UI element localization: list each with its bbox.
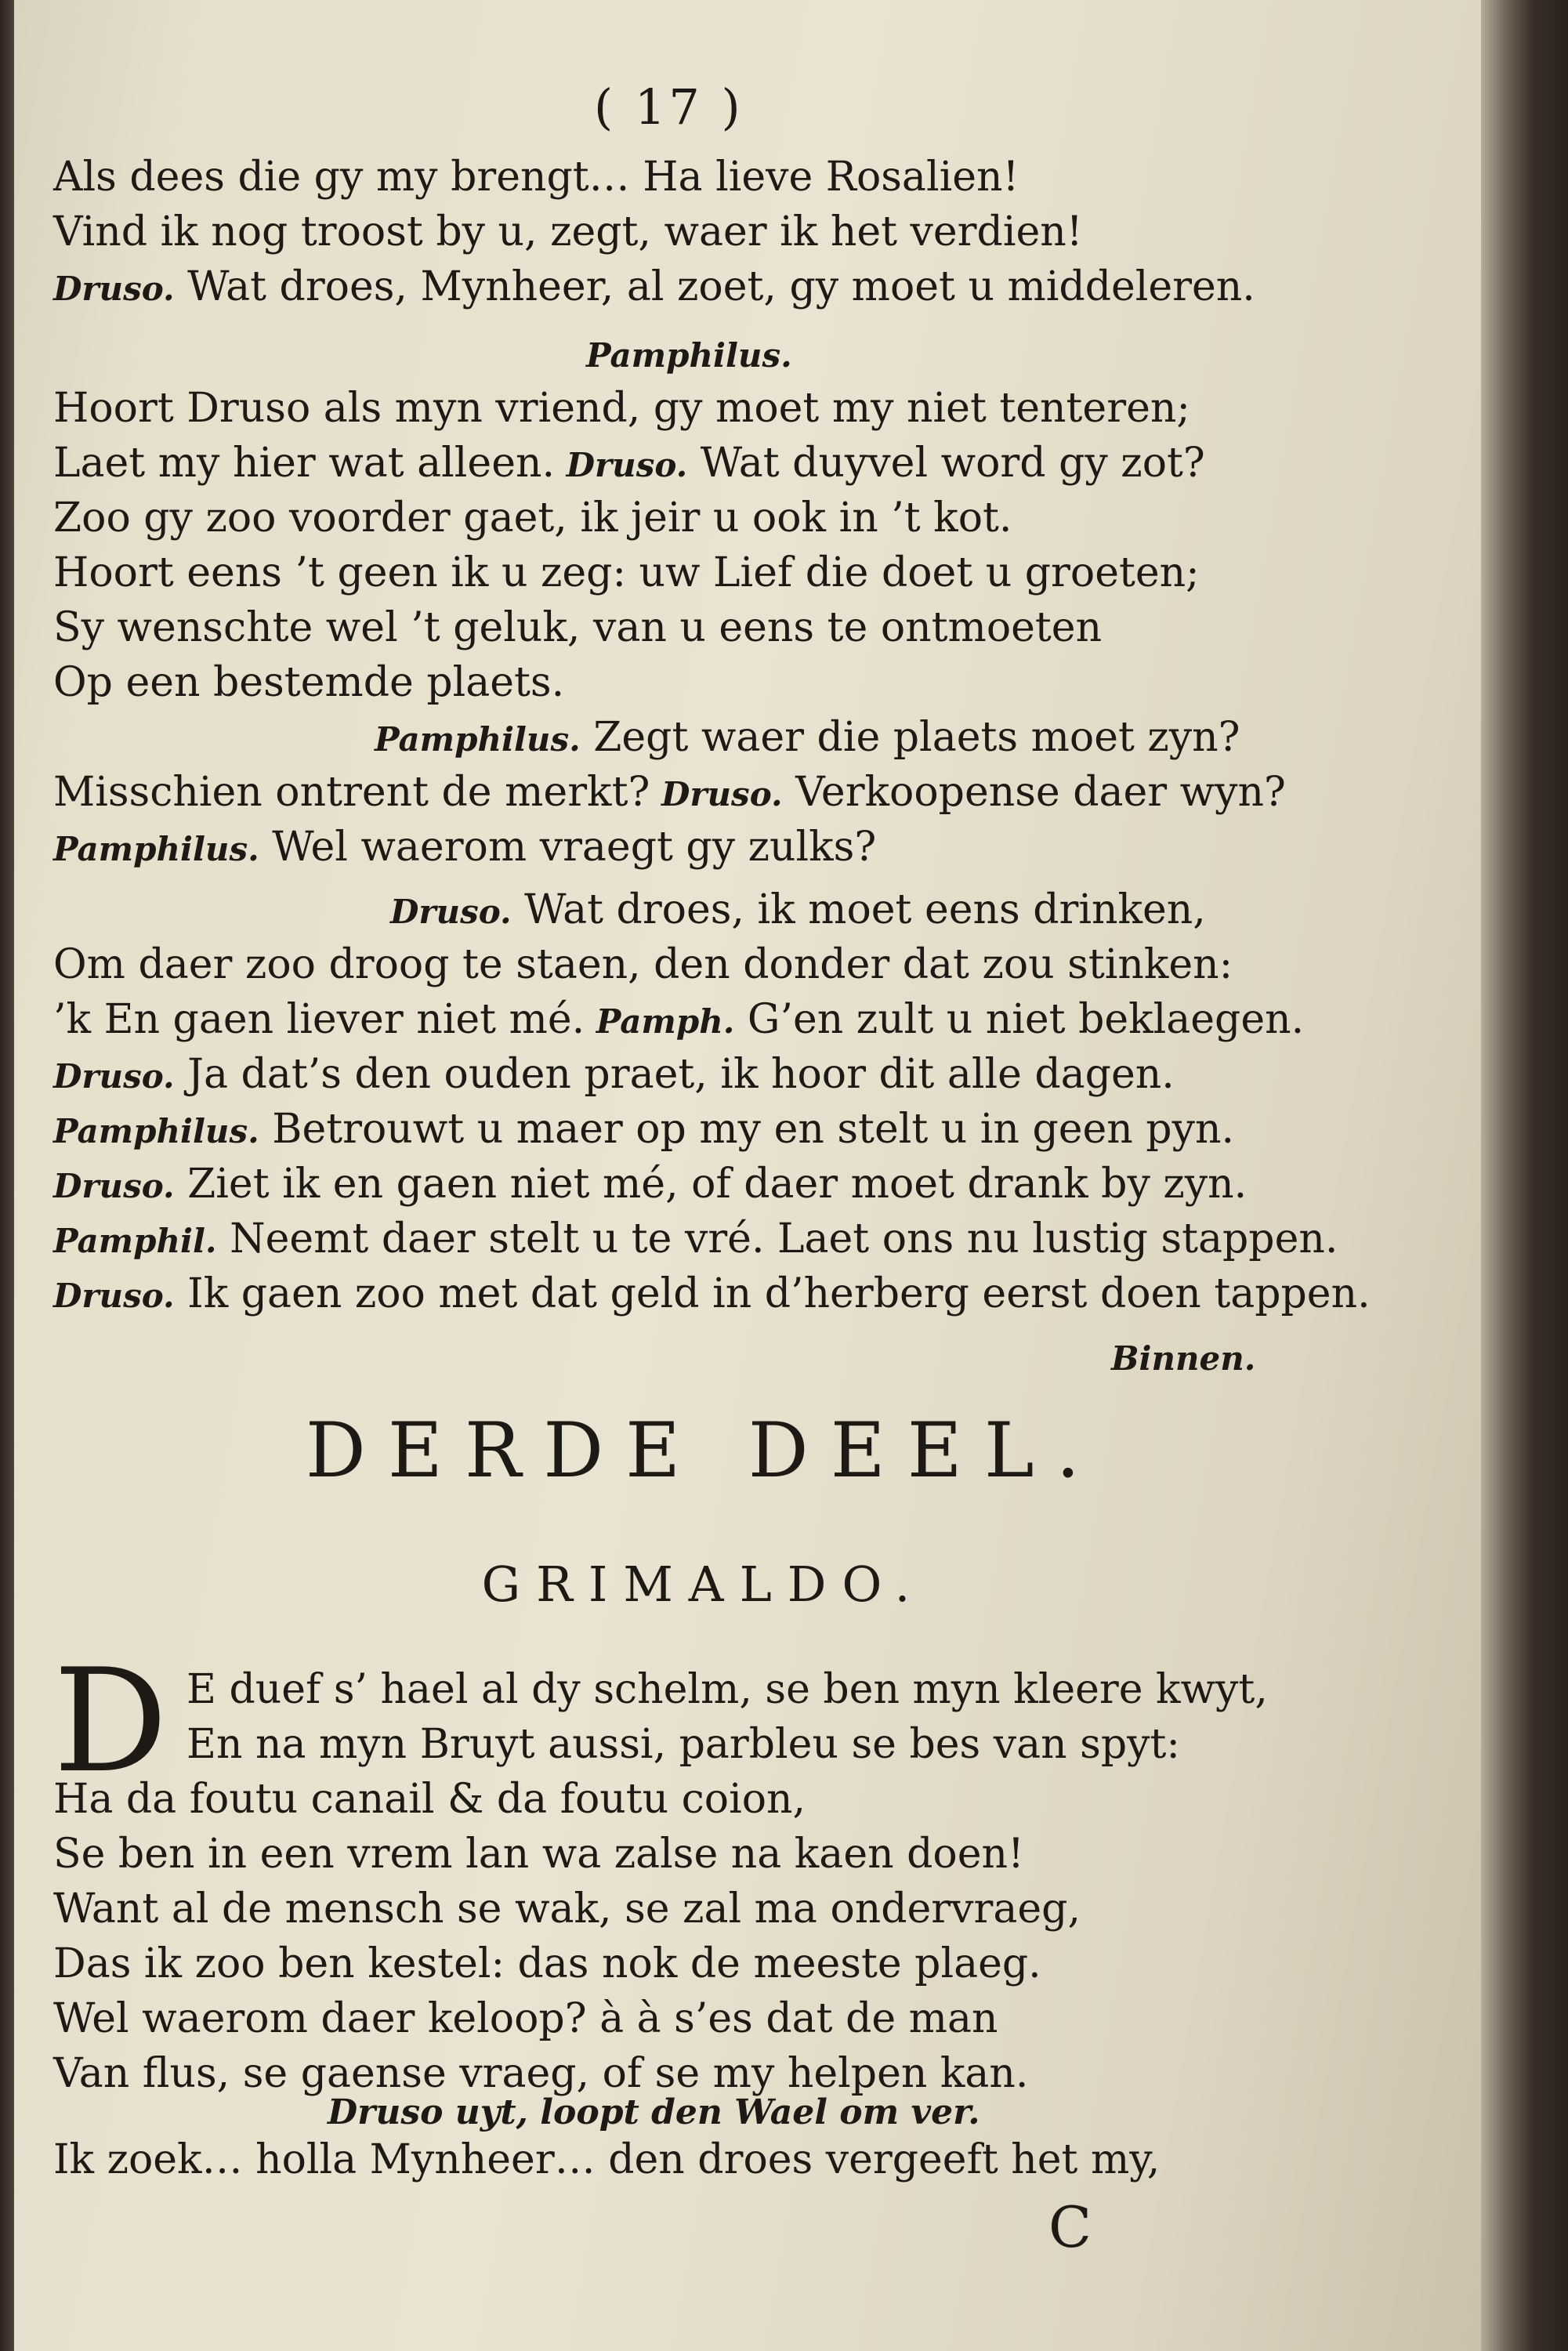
drop-cap: D (53, 1638, 168, 1804)
verse-line-19: Pamphil. Neemt daer stelt u te vré. Laet ons nu lustig stappen. (53, 1215, 1338, 1262)
section-speaker: GRIMALDO. (481, 1556, 926, 1613)
verse-line: Das ik zoo ben kestel: das nok de meeste plaeg. (53, 1940, 1041, 1987)
verse-line-20: Druso. Ik gaen zoo met dat geld in d’herberg eerst doen tappen. (53, 1270, 1371, 1317)
verse-line-2: Vind ik nog troost by u, zegt, waer ik het verdien! (53, 208, 1083, 255)
verse-line: Van flus, se gaense vraeg, of se my helpen kan. (53, 2050, 1029, 2097)
verse-line-13: Druso. Wat droes, ik moet eens drinken, (390, 886, 1206, 933)
section-title: DERDE DEEL. (305, 1407, 1103, 1494)
verse-line-10: Pamphilus. Zegt waer die plaets moet zyn? (375, 714, 1240, 761)
exit-direction: Binnen. (1111, 1339, 1256, 1378)
verse-line-4: Hoort Druso als myn vriend, gy moet my niet tenteren; (53, 385, 1190, 432)
verse-line-18: Druso. Ziet ik en gaen niet mé, of daer moet drank by zyn. (53, 1161, 1248, 1208)
verse-line: Se ben in een vrem lan wa zalse na kaen doen! (53, 1831, 1024, 1878)
signature-mark: C (1048, 2194, 1092, 2260)
verse-first-line: E duef s’ hael al dy schelm, se ben myn kleere kwyt, (186, 1666, 1268, 1713)
speaker-heading: Pamphilus. (586, 336, 792, 375)
verse-line: Want al de mensch se wak, se zal ma ondervraeg, (53, 1886, 1081, 1933)
verse-line: Ha da foutu canail & da foutu coion, (53, 1776, 806, 1823)
verse-line: Wel waerom daer keloop? à à s’es dat de man (53, 1995, 998, 2042)
verse-line-11: Misschien ontrent de merkt? Druso. Verkoopense daer wyn? (53, 769, 1286, 816)
book-page (14, 0, 1507, 2351)
verse-line-16: Druso. Ja dat’s den ouden praet, ik hoor dit alle dagen. (53, 1051, 1175, 1098)
stage-direction: Druso uyt, loopt den Wael om ver. (328, 2092, 980, 2132)
verse-line-12: Pamphilus. Wel waerom vraegt gy zulks? (53, 824, 877, 871)
verse-line-6: Zoo gy zoo voorder gaet, ik jeir u ook in ’t kot. (53, 494, 1012, 542)
page-number: ( 17 ) (594, 78, 744, 136)
verse-line-14: Om daer zoo droog te staen, den donder dat zou stinken: (53, 941, 1233, 988)
final-line: Ik zoek… holla Mynheer… den droes vergeeft het my, (53, 2136, 1161, 2183)
verse-line-8: Sy wenschte wel ’t geluk, van u eens te ontmoeten (53, 604, 1103, 651)
verse-line-5: Laet my hier wat alleen. Druso. Wat duyvel word gy zot? (53, 440, 1205, 487)
verse-line-3: Druso. Wat droes, Mynheer, al zoet, gy moet u middeleren. (53, 263, 1255, 310)
verse-line-7: Hoort eens ’t geen ik u zeg: uw Lief die doet u groeten; (53, 549, 1200, 596)
page-edge-shadow (1481, 0, 1568, 2351)
verse-line-1: Als dees die gy my brengt… Ha lieve Rosalien! (53, 154, 1019, 201)
verse-line: En na myn Bruyt aussi, parbleu se bes van spyt: (186, 1721, 1180, 1768)
verse-line-15: ’k En gaen liever niet mé. Pamph. G’en zult u niet beklaegen. (53, 996, 1305, 1043)
verse-line-9: Op een bestemde plaets. (53, 659, 565, 706)
verse-line-17: Pamphilus. Betrouwt u maer op my en stelt u in geen pyn. (53, 1106, 1234, 1153)
